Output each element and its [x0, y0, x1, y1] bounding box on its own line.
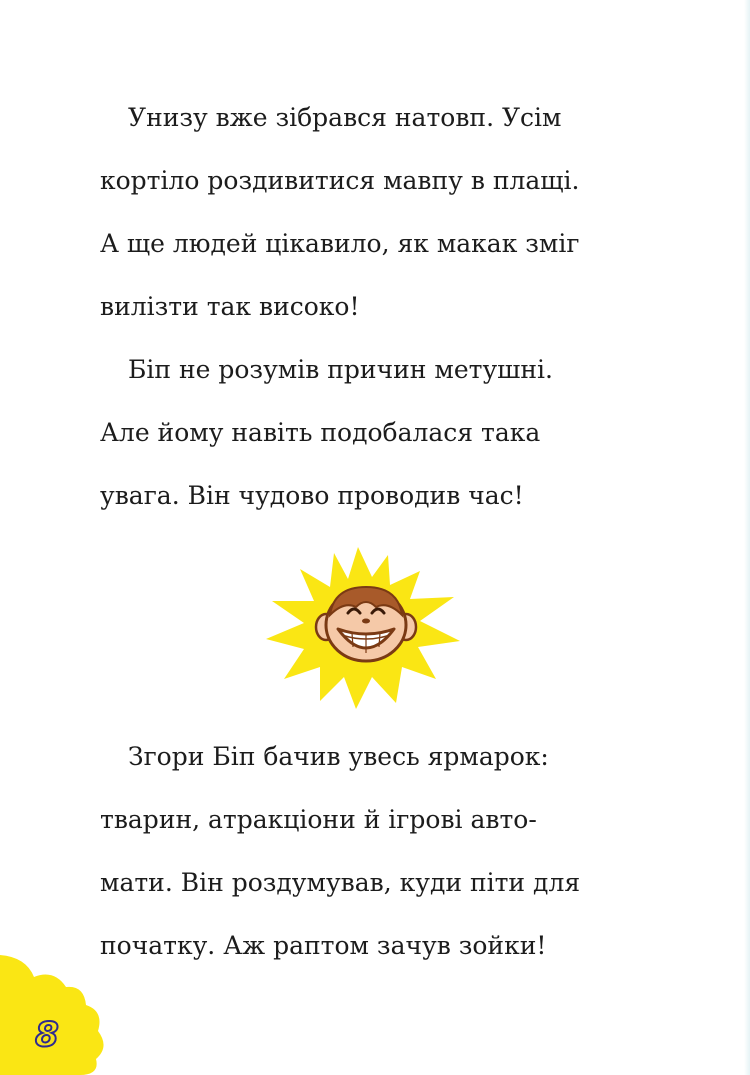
paragraph-line: Унизу вже зібрався натовп. Усім [128, 103, 562, 132]
paragraph-line: А ще людей цікавило, як макак зміг [100, 229, 580, 258]
paragraph-line: Згори Біп бачив увесь ярмарок: [128, 742, 549, 771]
paragraph-line: вилізти так високо! [100, 292, 360, 321]
page-number-badge [0, 955, 110, 1075]
page-number: 8 [35, 1015, 59, 1055]
text-block-top [100, 86, 660, 527]
paragraph-line: кортіло роздивитися мавпу в плащі. [100, 166, 580, 195]
grinning-monkey-sun-icon [260, 543, 465, 713]
paragraph-line: тварин, атракціони й ігрові авто- [100, 805, 537, 834]
text-block-bottom [100, 725, 660, 977]
page-edge [744, 0, 750, 1075]
paragraph-line: Але йому навіть подобалася така [100, 418, 541, 447]
paragraph-line: увага. Він чудово проводив час! [100, 481, 524, 510]
paragraph-line: мати. Він роздумував, куди піти для [100, 868, 581, 897]
paragraph-line: Біп не розумів причин метушні. [128, 355, 553, 384]
paragraph-line: початку. Аж раптом зачув зойки! [100, 931, 547, 960]
